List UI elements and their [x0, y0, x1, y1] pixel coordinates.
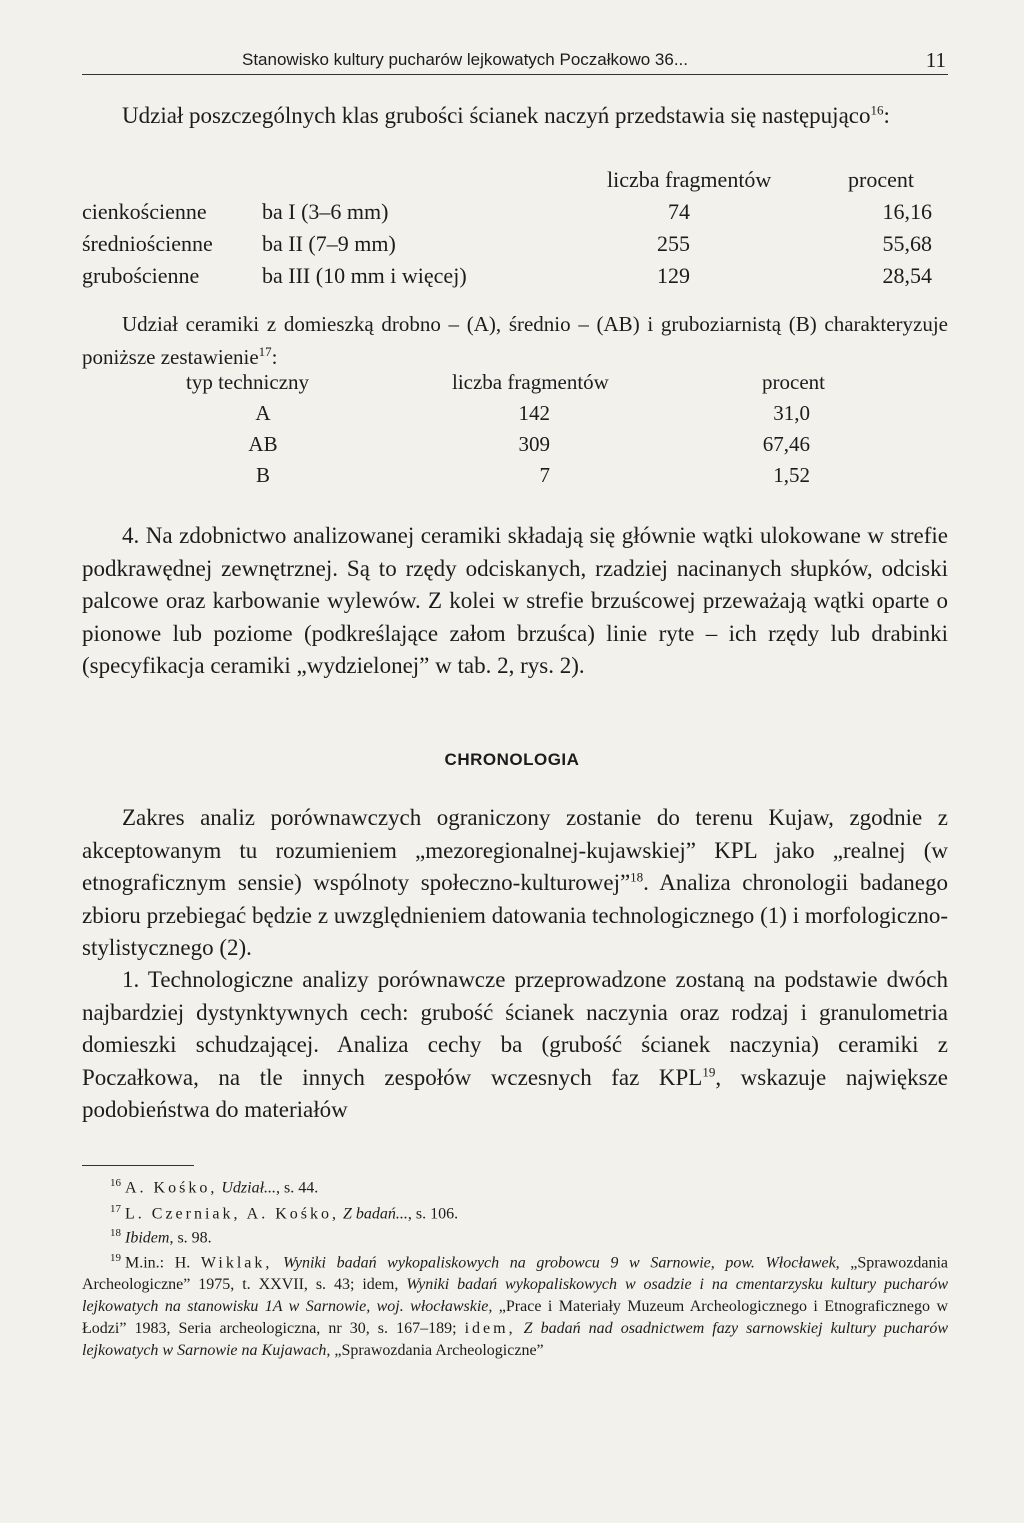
column-header-percent: procent [848, 167, 914, 192]
footnote-ref-18: 18 [630, 869, 644, 885]
footnote-17: $^{17}$ L. Czerniak, A. Kośko, Z badań..., s. 106. [110, 1203, 459, 1223]
intro-thickness-paragraph: Udział poszczególnych klas grubości ścianek naczyń przedstawia się następująco$^{16}$: [122, 102, 890, 128]
column-header-type: typ techniczny [186, 370, 310, 394]
table-row [0, 263, 1024, 293]
fragment-count: 7 [539, 463, 550, 487]
thickness-class: ba I (3–6 mm) [262, 199, 389, 224]
footnote-16: $^{16}$ A. Kośko, Udział..., s. 44. [110, 1177, 319, 1197]
percent-value: 1,52 [773, 463, 810, 487]
fragment-count: 74 [668, 199, 690, 224]
footnote-18: $^{18}$ Ibidem, s. 98. [110, 1227, 212, 1247]
fragment-count: 142 [518, 401, 550, 425]
temper-table-header [0, 370, 1024, 400]
fragment-count: 129 [657, 263, 690, 288]
technical-type: B [255, 463, 270, 487]
table-row [0, 432, 1024, 462]
footnote-ref-19: 19 [702, 1063, 716, 1079]
thickness-class: ba III (10 mm i więcej) [262, 263, 467, 288]
table-row [0, 199, 1024, 229]
footnote-divider [82, 1165, 194, 1166]
thickness-class: ba II (7–9 mm) [262, 231, 396, 256]
footnote-19: $^{19}$ M.in.: H. Wiklak, Wyniki badań wykopaliskowych na grobowcu 9 w Sarnowie, pow. Włocławek, „Sprawozdania Archeologiczne” 1975, t. XXVII, s. 43; idem, Wyniki badań wykopaliskowych w osadzie i na cmentarzysku kultury pucharów lejkowatych na stanowisku 1A w Sarnowie, woj. włocławskie, „Prace i Materiały Muzeum Archeologicznego i Etnograficznego w Łodzi” 1983, Seria archeologiczna, nr 30, s. 167–189; idem, Z badań nad osadnictwem fazy sarnowskiej kultury pucharów lejkowatych w Sarnowie na Kujawach, „Sprawozdania Archeologiczne” [82, 1252, 949, 1360]
fragment-count: 255 [657, 231, 690, 256]
section-heading: CHRONOLOGIA [444, 750, 580, 769]
fragment-count: 309 [518, 432, 550, 456]
technological-analysis-paragraph: 1. Technologiczne analizy porównawcze przeprowadzone zostaną na podstawie dwóch najbardziej dystynktywnych cech: grubość ścianek naczynia oraz rodzaj i granulometria domieszki schudzającej. Analiza cechy ba (grubość ścianek naczynia) ceramiki z Poczałkowa, na tle innych zespołów wczesnych faz KPL$^{19}$, wskazuje największe podobieństwa do materiałów [82, 967, 948, 1122]
technical-type: AB [248, 432, 278, 456]
running-title: Stanowisko kultury pucharów lejkowatych Poczałkowo 36... [242, 50, 688, 69]
footnote-ref-16: 16 [870, 102, 884, 118]
percent-value: 16,16 [882, 199, 932, 224]
column-header-count: liczba fragmentów [607, 167, 772, 192]
percent-value: 55,68 [882, 231, 932, 256]
column-header-percent: procent [762, 370, 825, 394]
wall-category: cienkościenne [82, 199, 207, 224]
table-row [0, 231, 1024, 261]
technical-type: A [255, 401, 271, 425]
percent-value: 31,0 [773, 401, 810, 425]
running-header [82, 46, 948, 75]
intro-temper-paragraph: Udział ceramiki z domieszką drobno – (A), średnio – (AB) i gruboziarnistą (B) charakteryzuje poniższe zestawienie$^{17}$: [82, 312, 948, 369]
ornamentation-paragraph: 4. Na zdobnictwo analizowanej ceramiki składają się głównie wątki ulokowane w strefie podkrawędnej zewnętrznej. Są to rzędy odciskanych, rzadziej nacinanych słupków, odciski palcowe oraz karbowanie wylewów. Z kolei w strefie brzuścowej przeważają wątki oparte o pionowe lub poziome (podkreślające załom brzuśca) linie ryte – ich rzędy lub drabinki (specyfikacja ceramiki „wydzielonej” w tab. 2, rys. 2). [82, 523, 948, 678]
chronology-paragraph: Zakres analiz porównawczych ograniczony zostanie do terenu Kujaw, zgodnie z akceptowanym tu rozumieniem „mezoregionalnej-kujawskiej” KPL jako „realnej (w etnograficznym sensie) wspólnoty społeczno-kulturowej”$^{18}$. Analiza chronologii badanego zbioru przebiegać będzie z uwzględnieniem datowania technologicznego (1) i morfologiczno-stylistycznego (2). [82, 805, 948, 960]
table-row [0, 401, 1024, 431]
percent-value: 67,46 [762, 432, 810, 456]
footnote-ref-17: 17 [258, 343, 272, 359]
wall-category: grubościenne [82, 263, 200, 288]
column-header-count: liczba fragmentów [452, 370, 609, 394]
wall-category: średniościenne [82, 231, 213, 256]
percent-value: 28,54 [882, 263, 932, 288]
table-row [0, 463, 1024, 493]
thickness-table-header [0, 167, 1024, 197]
page-number: 11 [925, 48, 946, 72]
